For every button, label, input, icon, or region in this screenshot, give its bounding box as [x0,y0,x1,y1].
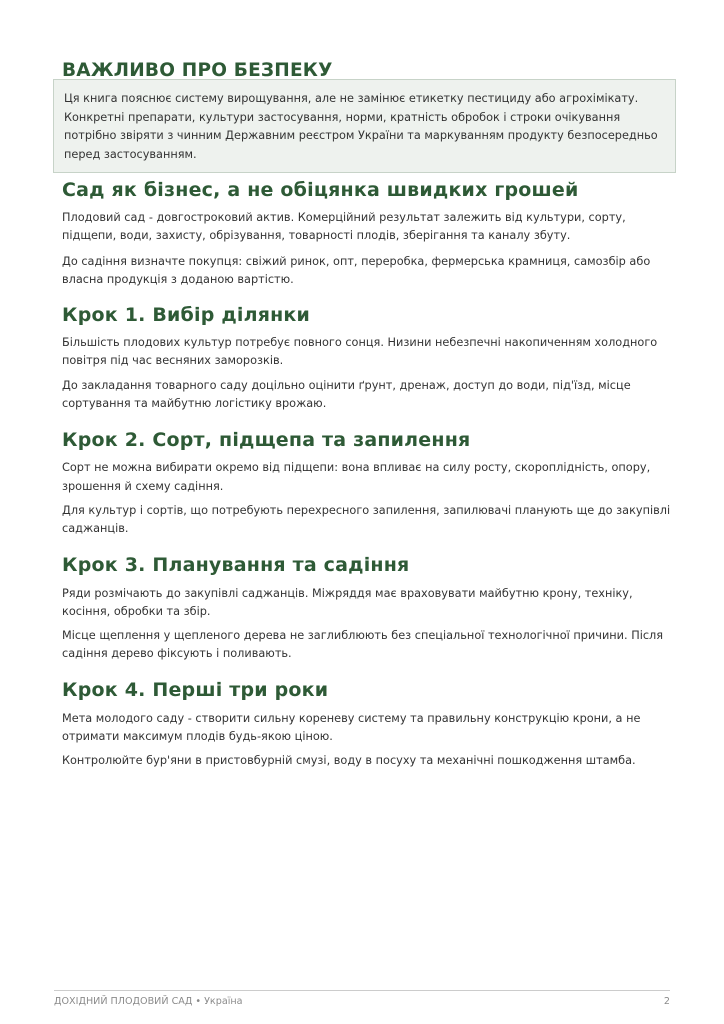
section-title: Сад як бізнес, а не обіцянка швидких грошей [62,179,579,201]
paragraph: До закладання товарного саду доцільно оцінити ґрунт, дренаж, доступ до води, під'їзд, місце сортування та майбутню логістику врожаю. [62,378,631,411]
safety-notice-box [53,79,676,173]
paragraph: Більшість плодових культур потребує повного сонця. Низини небезпечні накопиченням холодного повітря під час весняних заморозків. [62,336,658,368]
page-content [62,60,676,771]
section-business [62,178,676,289]
paragraph: Плодовий сад - довгостроковий актив. Комерційний результат залежить від культури, сорту, підщепи, води, захисту, обрізування, товарності плодів, зберігання та каналу збуту. [62,211,626,243]
footer-running-title: ДОХІДНИЙ ПЛОДОВИЙ САД • Україна [54,996,243,1007]
paragraph: До садіння визначте покупця: свіжий ринок, опт, переробка, фермерська крамниця, самозбір або власна продукція з доданою вартістю. [62,254,651,286]
paragraph: Ряди розмічають до закупівлі саджанців. Міжряддя має враховувати майбутню крону, техніку, косіння, обробки та збір. [62,586,633,618]
section-title: Крок 4. Перші три роки [62,678,329,701]
safety-notice-text: Ця книга пояснює систему вирощування, але не замінює етикетку пестициду або агрохімікату. Конкретні препарати, культури застосування, норми, кратність обробок і строки очікування потрібно звіряти з чинним Державним реєстром України та маркуванням продукту безпосередньо перед застосуванням. [64,92,658,161]
section-title: Крок 1. Вибір ділянки [62,304,311,327]
paragraph: Сорт не можна вибирати окремо від підщепи: вона впливає на силу росту, скороплідність, опору, зрошення й схему садіння. [62,461,651,493]
section-step-4 [62,678,676,771]
paragraph: Для культур і сортів, що потребують перехресного запилення, запилювачі планують ще до закупівлі саджанців. [62,503,671,536]
section-step-1 [62,303,676,413]
safety-title: ВАЖЛИВО ПРО БЕЗПЕКУ [62,60,333,81]
section-step-3 [62,553,676,664]
footer-divider [54,990,670,991]
section-title: Крок 2. Сорт, підщепа та запилення [62,429,471,452]
paragraph: Мета молодого саду - створити сильну кореневу систему та правильну конструкцію крони, а не отримати максимум плодів будь-якою ціною. [62,711,641,744]
paragraph: Місце щеплення у щепленого дерева не заглиблюють без спеціальної технологічної причини. Після садіння дерево фіксують і поливають. [62,629,664,661]
section-title: Крок 3. Планування та садіння [62,553,410,576]
paragraph: Контролюйте бур'яни в пристовбурній смузі, воду в посуху та механічні пошкодження штамба. [62,754,636,768]
section-step-2 [62,428,676,538]
page-number: 2 [663,996,670,1007]
